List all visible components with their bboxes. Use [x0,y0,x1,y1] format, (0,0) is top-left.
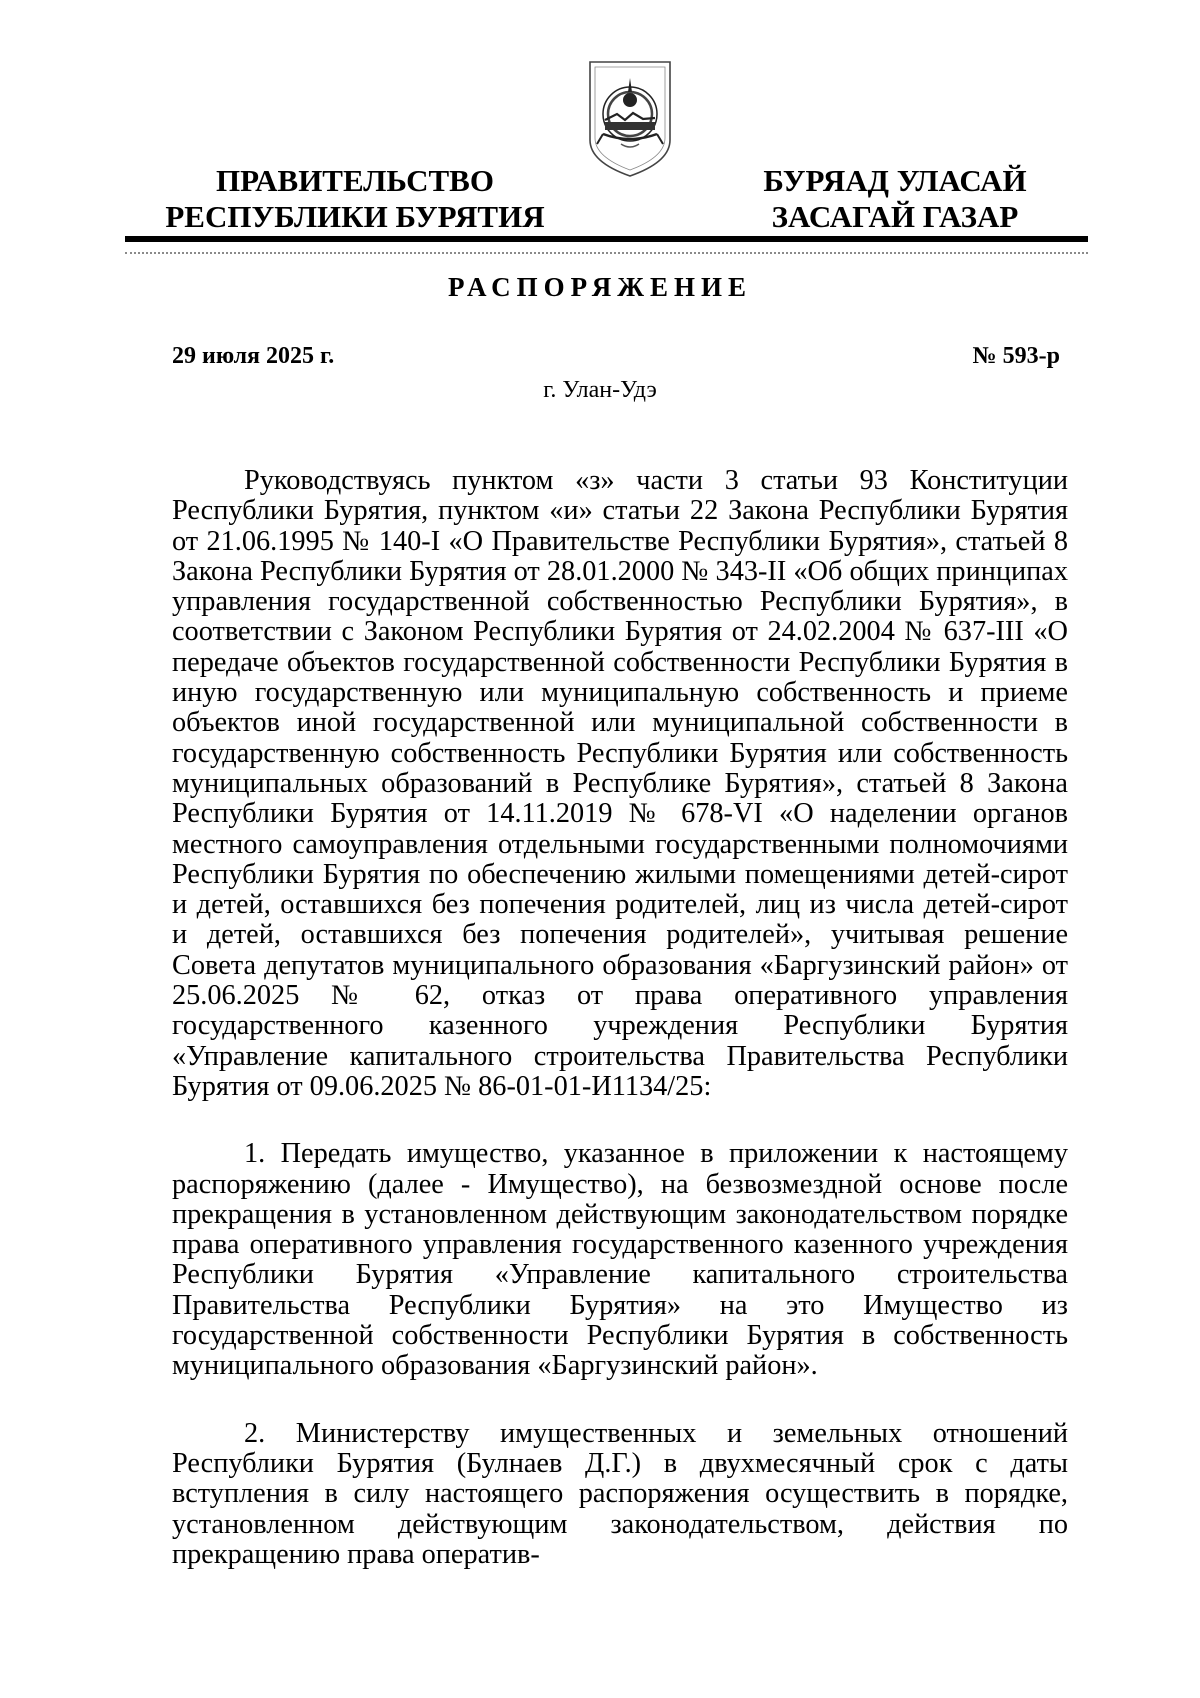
document-body [172,466,1068,1570]
government-name-russian [150,163,560,235]
document-title: РАСПОРЯЖЕНИЕ [447,272,753,302]
header-right-line2: ЗАСАГАЙ ГАЗАР [771,199,1019,234]
coat-of-arms-emblem [585,58,675,180]
header-left-line1: ПРАВИТЕЛЬСТВО [216,163,494,198]
clause-1-paragraph: 1. Передать имущество, указанное в приложении к настоящему распоряжению (далее - Имущество), на безвозмездной основе после прекращения в установленном действующим законодательством порядке права оперативного управления государственного казенного учреждения Республики Бурятия «Управление капитального строительства Правительства Республики Бурятия» на это Имущество из государственной собственности Республики Бурятия в собственность муниципального образования «Баргузинский район». [172,1138,1068,1382]
header-divider-thick [125,236,1088,242]
government-name-buryat [725,163,1065,235]
preamble-paragraph: Руководствуясь пунктом «з» части 3 статьи 93 Конституции Республики Бурятия, пунктом «и» статьи 22 Закона Республики Бурятия от 21.06.1995 № 140-I «О Правительстве Республики Бурятия», статьей 8 Закона Республики Бурятия от 28.01.2000 № 343-II «Об общих принципах управления государственной собственностью Республики Бурятия», в соответствии с Законом Республики Бурятия от 24.02.2004 № 637-III «О передаче объектов государственной собственности Республики Бурятия в иную государственную или муниципальную собственность и приеме объектов иной государственной или муниципальной собственности в государственную собственность Республики Бурятия или собственность муниципальных образований в Республике Бурятия», статьей 8 Закона Республики Бурятия от 14.11.2019 № 678-VI «О наделении органов местного самоуправления отдельными государственными полномочиями Республики Бурятия по обеспечению жилыми помещениями детей-сирот и детей, оставшихся без попечения родителей, лиц из числа детей-сирот и детей, оставшихся без попечения родителей», учитывая решение Совета депутатов муниципального образования «Баргузинский район» от 25.06.2025 № 62, отказ от права оперативного управления государственного казенного учреждения Республики Бурятия «Управление капитального строительства Правительства Республики Бурятия от 09.06.2025 № 86-01-01-И1134/25: [172,465,1068,1102]
document-date: 29 июля 2025 г. [172,343,335,369]
header-left-line2: РЕСПУБЛИКИ БУРЯТИЯ [165,199,545,234]
header-divider-thin [125,252,1088,254]
document-city: г. Улан-Удэ [543,377,657,403]
document-number: № 593-р [972,343,1060,369]
header-right-line1: БУРЯАД УЛАСАЙ [763,163,1027,198]
emblem-icon [585,58,675,180]
clause-2-paragraph: 2. Министерству имущественных и земельных отношений Республики Бурятия (Булнаев Д.Г.) в двухмесячный срок с даты вступления в силу настоящего распоряжения осуществить в порядке, установленном действующим законодательством, действия по прекращению права оператив- [172,1417,1068,1570]
